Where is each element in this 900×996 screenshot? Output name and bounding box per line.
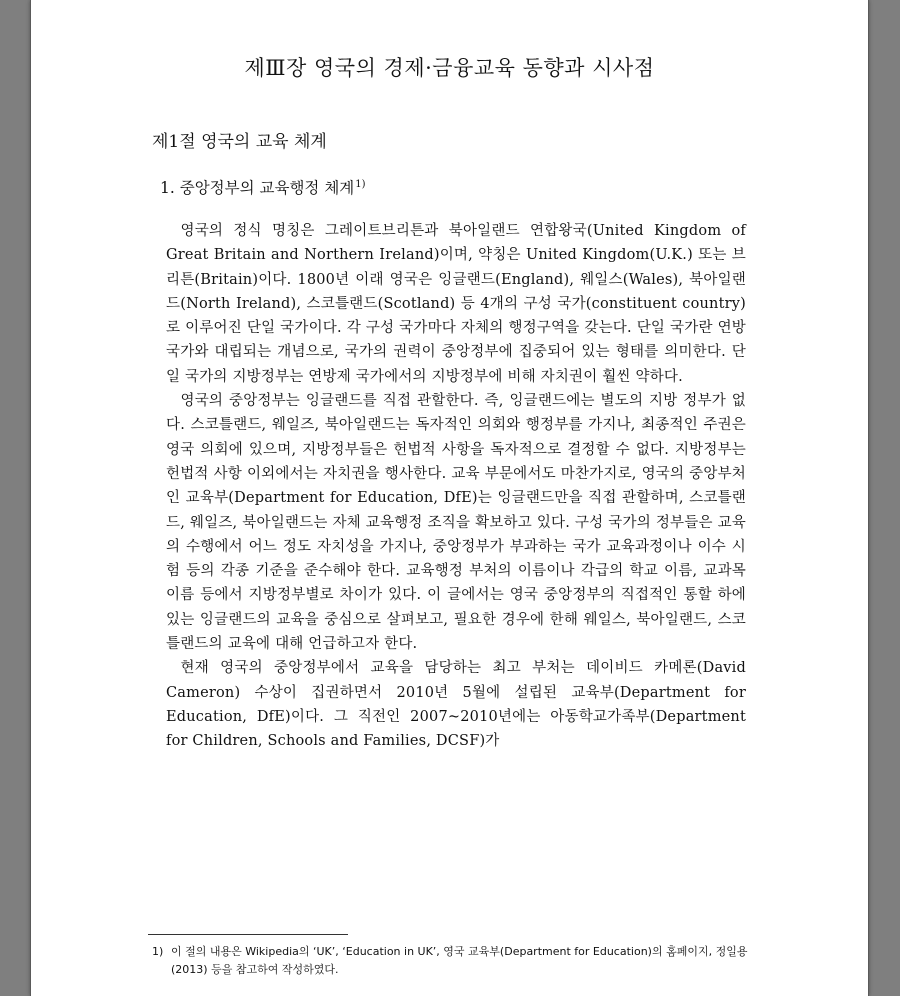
footnote-text: 이 절의 내용은 Wikipedia의 ‘UK’, ‘Education in UK’, 영국 교육부(Department for Education)의 홈페이지, 정일용(2013) 등을 참고하여 작성하였다. — [171, 945, 748, 976]
footnote-reference[interactable]: 1) — [355, 179, 366, 190]
footnote-divider — [148, 934, 348, 935]
subsection-title: 1. 중앙정부의 교육행정 체계 — [160, 179, 355, 197]
paragraph: 현재 영국의 중앙정부에서 교육을 담당하는 최고 부처는 데이비드 카메론(David Cameron) 수상이 집권하면서 2010년 5월에 설립된 교육부(Department for Education, DfE)이다. 그 직전인 2007~2010년에는 아동학교가족부(Department for Children, Schools and Families, DCSF)가 — [166, 660, 746, 750]
chapter-title: 제Ⅲ장 영국의 경제·금융교육 동향과 시사점 — [244, 56, 655, 80]
document-page — [30, 0, 869, 996]
body-text — [166, 219, 746, 754]
paragraph: 영국의 중앙정부는 잉글랜드를 직접 관할한다. 즉, 잉글랜드에는 별도의 지방 정부가 없다. 스코틀랜드, 웨일즈, 북아일랜드는 독자적인 의회와 행정부를 가지나, 최종적인 주권은 영국 의회에 있으며, 지방정부들은 헌법적 사항을 독자적으로 결정할 수 없다. 지방정부는 헌법적 사항 이외에서는 자치권을 행사한다. 교육 부문에서도 마찬가지로, 영국의 중앙부처인 교육부(Department for Education, DfE)는 잉글랜드만을 직접 관할하며, 스코틀랜드, 웨일즈, 북아일랜드는 자체 교육행정 조직을 확보하고 있다. 구성 국가의 정부들은 교육의 수행에서 어느 정도 자치성을 가지나, 중앙정부가 부과하는 국가 교육과정이나 이수 시험 등의 각종 기준을 준수해야 한다. 교육행정 부처의 이름이나 각급의 학교 이름, 교과목 이름 등에서 지방정부별로 차이가 있다. 이 글에서는 영국 중앙정부의 직접적인 통할 하에 있는 잉글랜드의 교육을 중심으로 살펴보고, 필요한 경우에 한해 웨일스, 북아일랜드, 스코틀랜드의 교육에 대해 언급하고자 한다. — [166, 393, 746, 653]
paragraph: 영국의 정식 명칭은 그레이트브리튼과 북아일랜드 연합왕국(United Kingdom of Great Britain and Northern Ireland)이며, 약칭은 United Kingdom(U.K.) 또는 브리튼(Britain)이다. 1800년 이래 영국은 잉글랜드(England), 웨일스(Wales), 북아일랜드(North Ireland), 스코틀랜드(Scotland) 등 4개의 구성 국가(constituent country)로 이루어진 단일 국가이다. 각 구성 국가마다 자체의 행정구역을 갖는다. 단일 국가란 연방 국가와 대립되는 개념으로, 국가의 권력이 중앙정부에 집중되어 있는 형태를 의미한다. 단일 국가의 지방정부는 연방제 국가에서의 지방정부에 비해 자치권이 훨씬 약하다. — [166, 223, 746, 385]
subsection-heading — [160, 176, 366, 198]
footnote-number: 1) — [152, 945, 164, 958]
section-title: 제1절 영국의 교육 체계 — [152, 132, 327, 152]
footnote — [152, 943, 762, 978]
